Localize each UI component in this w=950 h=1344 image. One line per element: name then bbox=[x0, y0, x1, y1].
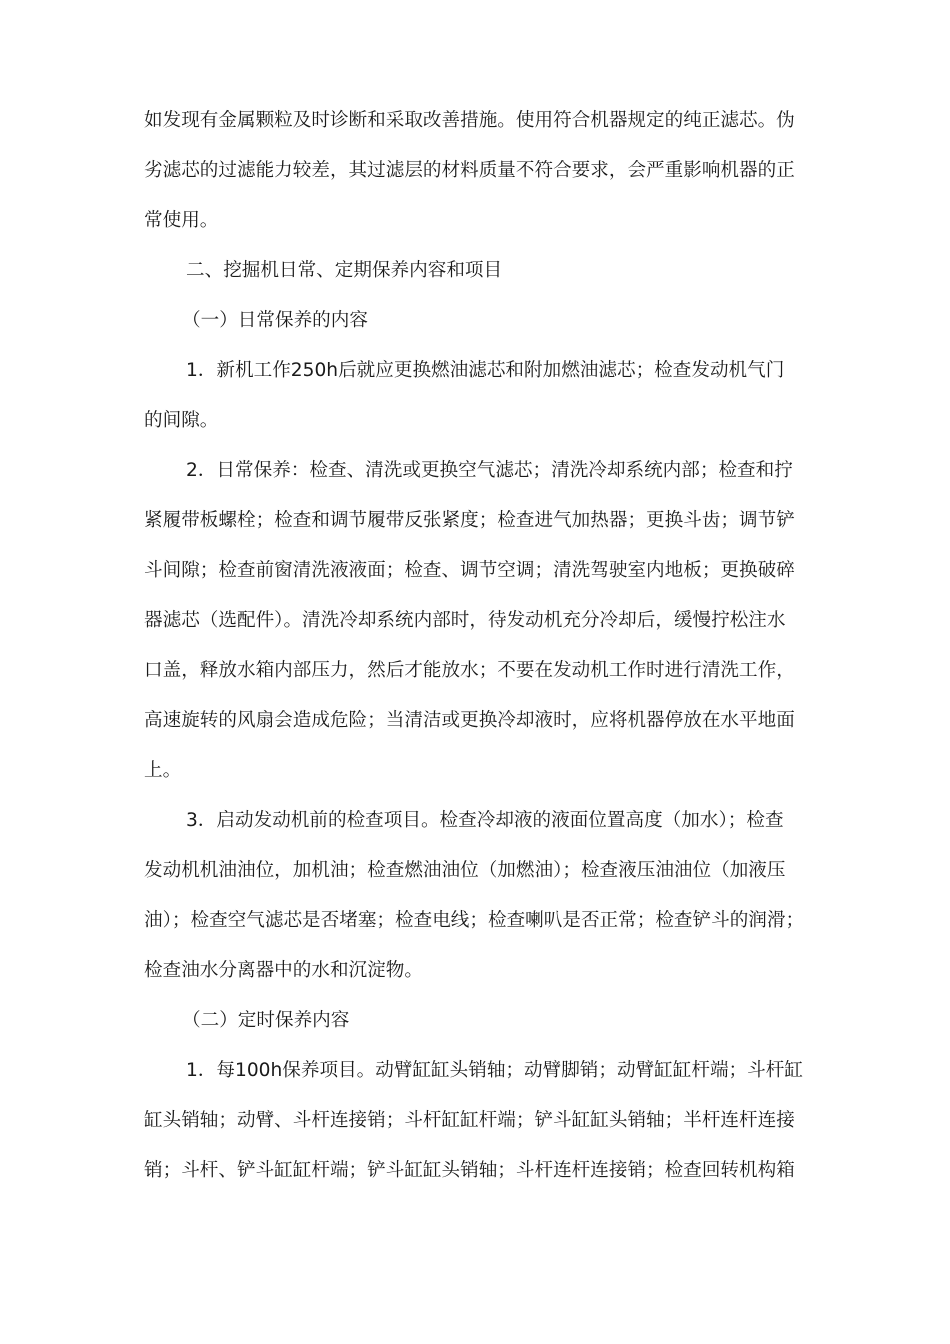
subsection-heading: （二）定时保养内容 bbox=[182, 1010, 350, 1031]
paragraph-line: 上。 bbox=[144, 760, 182, 781]
paragraph-line: 紧履带板螺栓；检查和调节履带反张紧度；检查进气加热器；更换斗齿；调节铲 bbox=[144, 510, 795, 531]
paragraph-line: 斗间隙；检查前窗清洗液液面；检查、调节空调；清洗驾驶室内地板；更换破碎 bbox=[144, 560, 795, 581]
paragraph-line: 发动机机油油位，加机油；检查燃油油位（加燃油）；检查液压油油位（加液压 bbox=[144, 860, 786, 881]
document-body bbox=[144, 96, 816, 1196]
paragraph-line: 销；斗杆、铲斗缸缸杆端；铲斗缸缸头销轴；斗杆连杆连接销；检查回转机构箱 bbox=[144, 1160, 795, 1181]
paragraph-line: 1．每100h保养项目。动臂缸缸头销轴；动臂脚销；动臂缸缸杆端；斗杆缸 bbox=[186, 1060, 803, 1081]
paragraph-line: 口盖，释放水箱内部压力，然后才能放水；不要在发动机工作时进行清洗工作， bbox=[144, 660, 795, 681]
paragraph-line: 缸头销轴；动臂、斗杆连接销；斗杆缸缸杆端；铲斗缸缸头销轴；半杆连杆连接 bbox=[144, 1110, 795, 1131]
paragraph-line: 如发现有金属颗粒及时诊断和采取改善措施。使用符合机器规定的纯正滤芯。伪 bbox=[144, 110, 795, 131]
paragraph-line: 油）；检查空气滤芯是否堵塞；检查电线；检查喇叭是否正常；检查铲斗的润滑； bbox=[144, 910, 805, 931]
paragraph-line: 常使用。 bbox=[144, 210, 219, 231]
paragraph-line: 器滤芯（选配件）。清洗冷却系统内部时，待发动机充分冷却后，缓慢拧松注水 bbox=[144, 610, 786, 631]
paragraph-line: 的间隙。 bbox=[144, 410, 219, 431]
paragraph-line: 劣滤芯的过滤能力较差，其过滤层的材料质量不符合要求，会严重影响机器的正 bbox=[144, 160, 795, 181]
paragraph-line: 2．日常保养：检查、清洗或更换空气滤芯；清洗冷却系统内部；检查和拧 bbox=[186, 460, 793, 481]
paragraph-line: 3．启动发动机前的检查项目。检查冷却液的液面位置高度（加水）；检查 bbox=[186, 810, 784, 831]
paragraph-line: 高速旋转的风扇会造成危险；当清洁或更换冷却液时，应将机器停放在水平地面 bbox=[144, 710, 795, 731]
paragraph-line: 1．新机工作250h后就应更换燃油滤芯和附加燃油滤芯；检查发动机气门 bbox=[186, 360, 785, 381]
paragraph-line: 检查油水分离器中的水和沉淀物。 bbox=[144, 960, 423, 981]
subsection-heading: （一）日常保养的内容 bbox=[182, 310, 368, 331]
section-heading: 二、挖掘机日常、定期保养内容和项目 bbox=[186, 260, 503, 281]
